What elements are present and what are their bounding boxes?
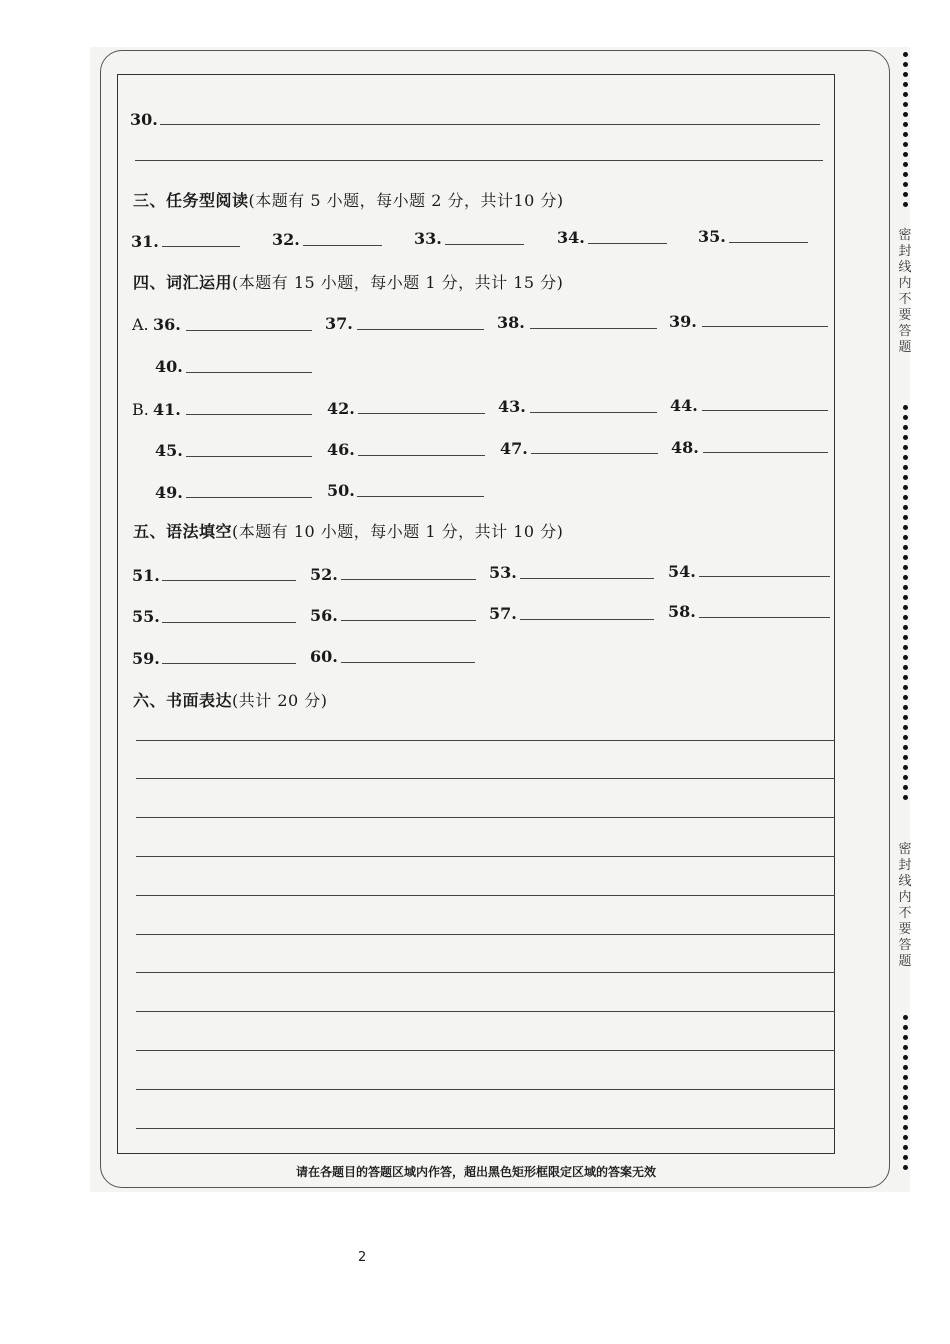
answer-line[interactable]: [699, 617, 830, 618]
answer-line[interactable]: [530, 328, 657, 329]
answer-line[interactable]: [703, 452, 828, 453]
seal-notice-bottom: 密封线内不要答题: [898, 842, 912, 969]
question-number: 36.: [153, 315, 181, 334]
section-4-heading: [133, 270, 563, 293]
section-6-title: 六、书面表达: [133, 691, 233, 710]
question-number: 40.: [155, 357, 183, 376]
question-number: 49.: [155, 483, 183, 502]
question-number: 51.: [132, 566, 160, 585]
answer-line[interactable]: [520, 578, 654, 579]
answer-line[interactable]: [186, 414, 312, 415]
writing-line[interactable]: [136, 778, 835, 779]
answer-line[interactable]: [530, 412, 657, 413]
question-number: 55.: [132, 607, 160, 626]
writing-line[interactable]: [136, 1128, 835, 1129]
section-4-title: 四、词汇运用: [133, 273, 233, 292]
answer-line[interactable]: [729, 242, 808, 243]
question-number: 52.: [310, 565, 338, 584]
seal-notice-top: 密封线内不要答题: [898, 228, 912, 355]
answer-line[interactable]: [341, 579, 476, 580]
answer-line[interactable]: [357, 496, 484, 497]
question-number: 46.: [327, 440, 355, 459]
section-5-heading: [133, 519, 563, 542]
question-number: 53.: [489, 563, 517, 582]
answer-line[interactable]: [520, 619, 654, 620]
section-3-heading: [133, 188, 564, 211]
writing-line[interactable]: [136, 856, 835, 857]
answer-line[interactable]: [186, 330, 312, 331]
writing-line[interactable]: [136, 1050, 835, 1051]
question-number: 37.: [325, 314, 353, 333]
question-number: 42.: [327, 399, 355, 418]
section-5-desc: (本题有 10 小题，每小题 1 分，共计 10 分): [232, 522, 564, 541]
section-6-heading: [133, 688, 328, 711]
answer-line[interactable]: [358, 413, 485, 414]
question-number: 50.: [327, 481, 355, 500]
question-number: 57.: [489, 604, 517, 623]
section-3-desc: (本题有 5 小题，每小题 2 分，共计10 分): [248, 191, 564, 210]
answer-line[interactable]: [162, 580, 296, 581]
question-number: 32.: [272, 230, 300, 249]
answer-area-frame: [117, 74, 835, 1154]
answer-line[interactable]: [531, 453, 658, 454]
question-number: 58.: [668, 602, 696, 621]
answer-line[interactable]: [702, 410, 828, 411]
question-number: 60.: [310, 647, 338, 666]
answer-line-30b[interactable]: [135, 160, 823, 161]
page-number: 2: [358, 1250, 367, 1265]
writing-line[interactable]: [136, 895, 835, 896]
writing-line[interactable]: [136, 934, 835, 935]
writing-line[interactable]: [136, 1011, 835, 1012]
writing-line[interactable]: [136, 1089, 835, 1090]
answer-line[interactable]: [162, 246, 240, 247]
part-b-label: B.: [132, 400, 149, 419]
answer-line[interactable]: [358, 455, 485, 456]
answer-line[interactable]: [303, 245, 382, 246]
question-number: 31.: [131, 232, 159, 251]
footer-notice: 请在各题目的答题区域内作答，超出黑色矩形框限定区域的答案无效: [295, 1165, 656, 1179]
question-number: 47.: [500, 439, 528, 458]
question-number: 33.: [414, 229, 442, 248]
answer-line[interactable]: [162, 663, 296, 664]
question-number: 39.: [669, 312, 697, 331]
question-number: 48.: [671, 438, 699, 457]
answer-line[interactable]: [162, 622, 296, 623]
writing-line[interactable]: [136, 817, 835, 818]
answer-line[interactable]: [186, 497, 312, 498]
seal-dots-middle: [901, 405, 909, 805]
question-number-30: 30.: [130, 110, 158, 129]
seal-dots-bottom: [901, 1015, 909, 1175]
question-number: 43.: [498, 397, 526, 416]
question-number: 35.: [698, 227, 726, 246]
question-number: 44.: [670, 396, 698, 415]
question-number: 56.: [310, 606, 338, 625]
answer-line[interactable]: [186, 372, 312, 373]
seal-dots-top: [901, 52, 909, 212]
answer-line[interactable]: [445, 244, 524, 245]
section-6-desc: (共计 20 分): [232, 691, 328, 710]
question-number: 54.: [668, 562, 696, 581]
answer-line[interactable]: [341, 620, 476, 621]
writing-line[interactable]: [136, 740, 835, 741]
answer-line[interactable]: [357, 329, 484, 330]
answer-line-30[interactable]: [160, 124, 820, 125]
answer-line[interactable]: [702, 326, 828, 327]
answer-line[interactable]: [588, 243, 667, 244]
section-5-title: 五、语法填空: [133, 522, 233, 541]
section-3-title: 三、任务型阅读: [133, 191, 249, 210]
question-number: 34.: [557, 228, 585, 247]
section-4-desc: (本题有 15 小题，每小题 1 分，共计 15 分): [232, 273, 564, 292]
writing-line[interactable]: [136, 972, 835, 973]
part-a-label: A.: [132, 315, 149, 334]
answer-line[interactable]: [699, 576, 830, 577]
question-number: 45.: [155, 441, 183, 460]
answer-line[interactable]: [341, 662, 475, 663]
question-number: 59.: [132, 649, 160, 668]
question-number: 41.: [153, 400, 181, 419]
answer-line[interactable]: [186, 456, 312, 457]
question-number: 38.: [497, 313, 525, 332]
